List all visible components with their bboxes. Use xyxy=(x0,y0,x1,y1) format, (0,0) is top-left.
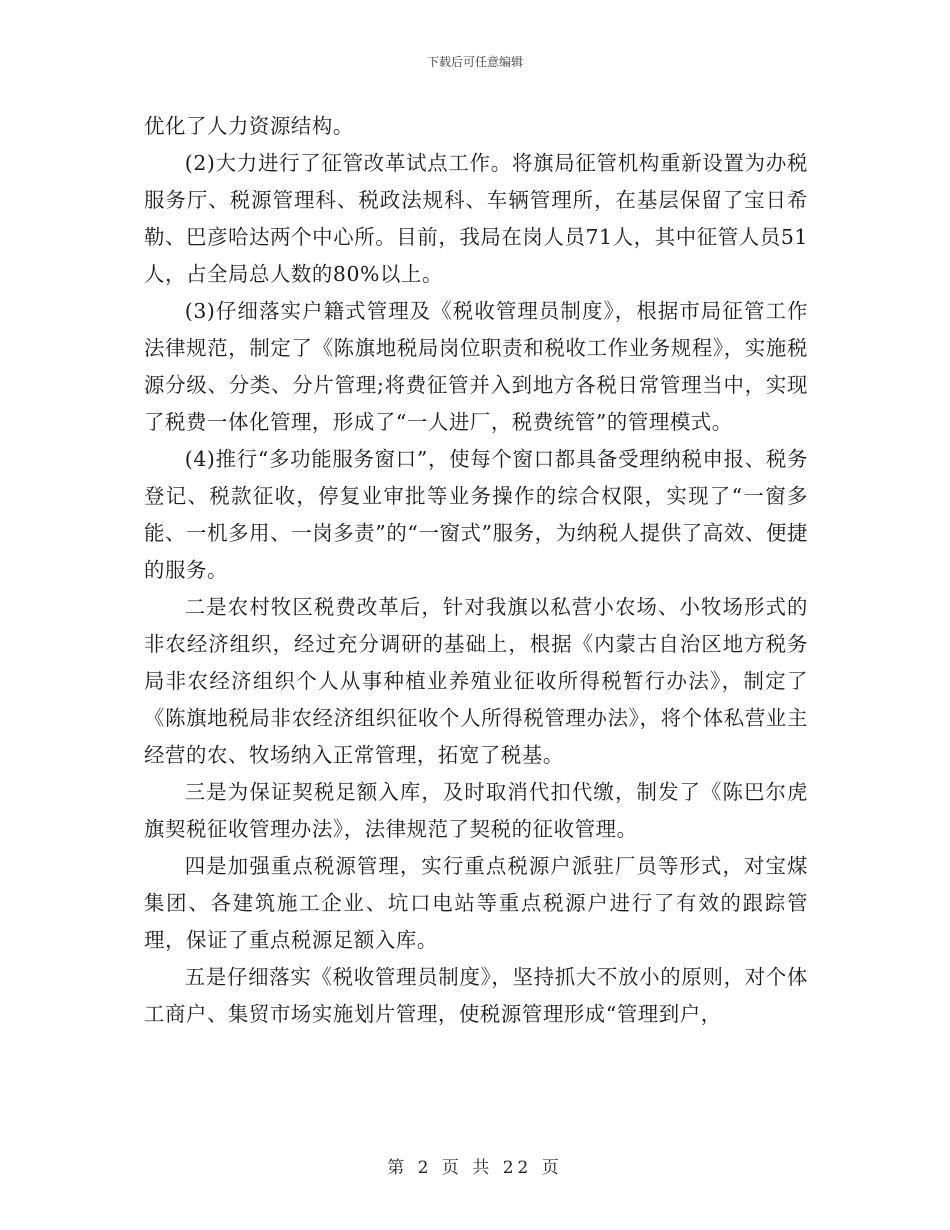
paragraph-1: (2)大力进行了征管改革试点工作。将旗局征管机构重新设置为办税服务厅、税源管理科、税政法规科、车辆管理所，在基层保留了宝日希勒、巴彦哈达两个中心所。目前，我局在岗人员71人，其中征管人员51人，占全局总人数的80%以上。 xyxy=(144,151,808,286)
paragraph-4: 二是农村牧区税费改革后，针对我旗以私营小农场、小牧场形式的非农经济组织，经过充分调研的基础上，根据《内蒙古自治区地方税务局非农经济组织个人从事种植业养殖业征收所得税暂行办法》，制定了《陈旗地税局非农经济组织征收个人所得税管理办法》，将个体私营业主经营的农、牧场纳入正常管理，拓宽了税基。 xyxy=(144,595,808,767)
paragraph-7: 五是仔细落实《税收管理员制度》，坚持抓大不放小的原则，对个体工商户、集贸市场实施划片管理，使税源管理形成“管理到户， xyxy=(144,965,808,1026)
paragraph-6: 四是加强重点税源管理，实行重点税源户派驻厂员等形式，对宝煤集团、各建筑施工企业、坑口电站等重点税源户进行了有效的跟踪管理，保证了重点税源足额入库。 xyxy=(144,854,808,952)
page-header-note: 下载后可任意编辑 xyxy=(426,55,523,69)
paragraph-0: 优化了人力资源结构。 xyxy=(144,114,354,138)
document-body xyxy=(144,108,808,1033)
page-number-footer: 第 2 页 共 22 页 xyxy=(387,1158,563,1178)
paragraph-3: (4)推行“多功能服务窗口”，使每个窗口都具备受理纳税申报、税务登记、税款征收，停复业审批等业务操作的综合权限，实现了“一窗多能、一机多用、一岗多责”的“一窗式”服务，为纳税人提供了高效、便捷的服务。 xyxy=(144,447,808,582)
paragraph-2: (3)仔细落实户籍式管理及《税收管理员制度》，根据市局征管工作法律规范，制定了《陈旗地税局岗位职责和税收工作业务规程》，实施税源分级、分类、分片管理;将费征管并入到地方各税日常管理当中，实现了税费一体化管理，形成了“一人进厂，税费统管”的管理模式。 xyxy=(144,299,808,434)
paragraph-5: 三是为保证契税足额入库，及时取消代扣代缴，制发了《陈巴尔虎旗契税征收管理办法》，法律规范了契税的征收管理。 xyxy=(144,780,808,841)
